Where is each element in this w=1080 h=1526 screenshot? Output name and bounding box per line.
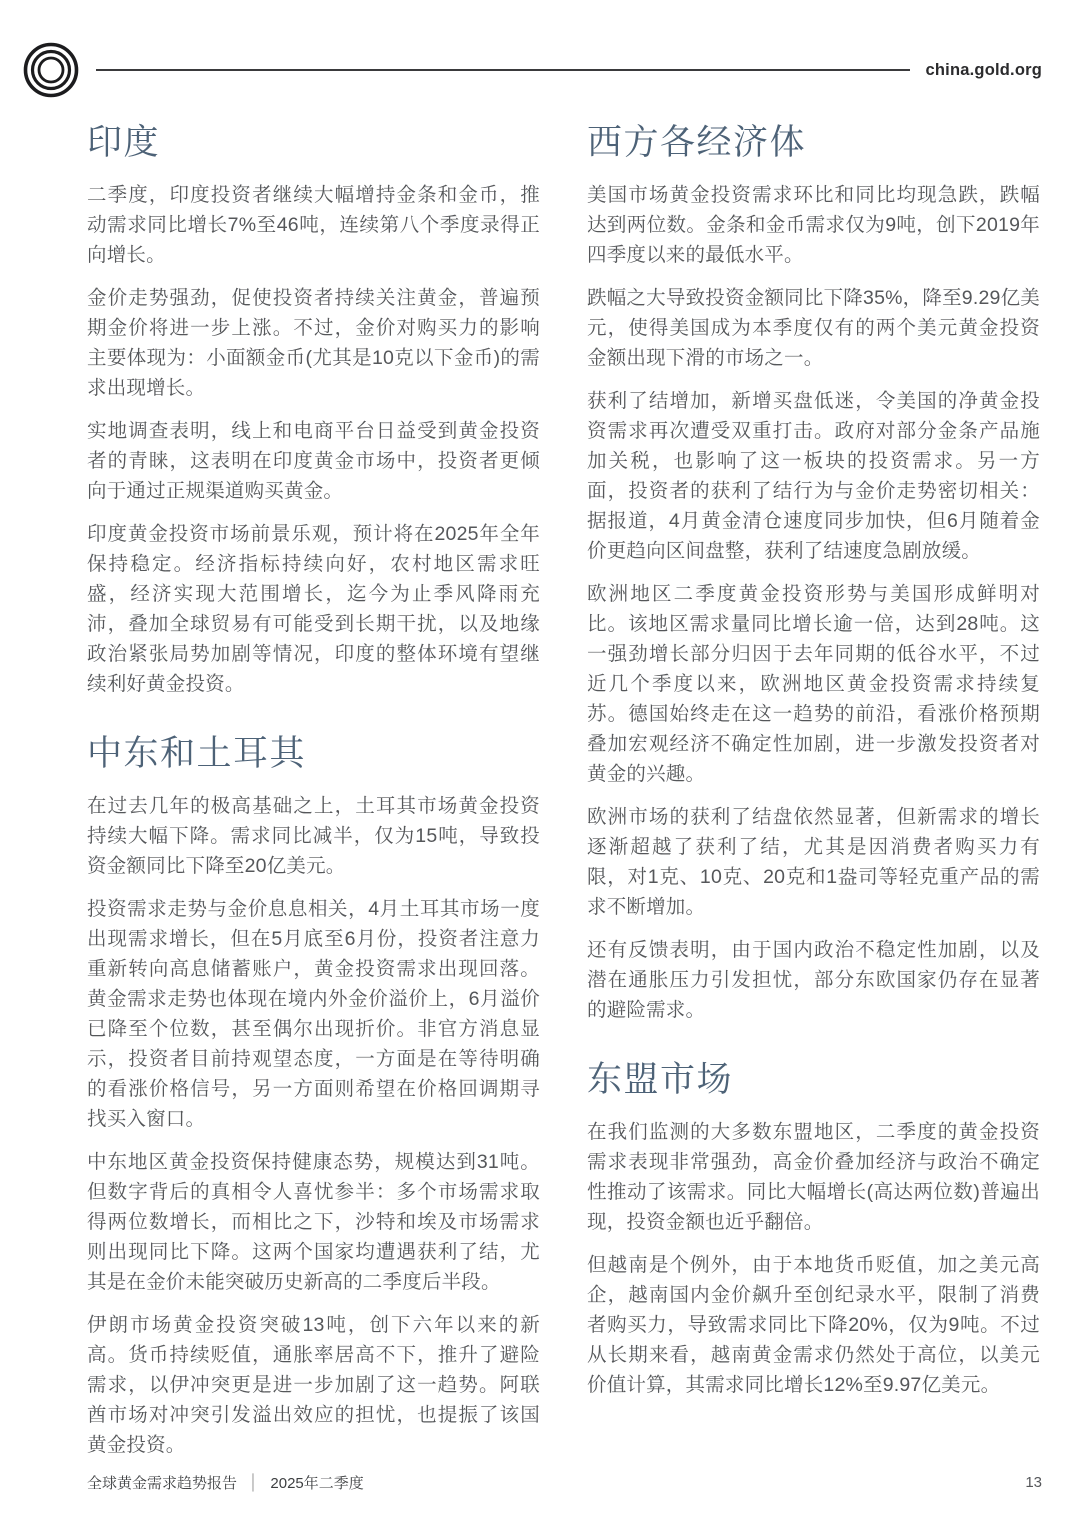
section-western-economies <box>587 122 1040 1025</box>
page-header <box>22 40 1042 100</box>
paragraph: 印度黄金投资市场前景乐观，预计将在2025年全年保持稳定。经济指标持续向好，农村地区需求旺盛，经济实现大范围增长，迄今为止季风降雨充沛，叠加全球贸易有可能受到长期干扰，以及地缘政治紧张局势加剧等情况，印度的整体环境有望继续利好黄金投资。 <box>87 523 540 695</box>
paragraph: 二季度，印度投资者继续大幅增持金条和金币，推动需求同比增长7%至46吨，连续第八个季度录得正向增长。 <box>87 184 540 266</box>
paragraph: 美国市场黄金投资需求环比和同比均现急跌，跌幅达到两位数。金条和金币需求仅为9吨，创下2019年四季度以来的最低水平。 <box>587 184 1040 266</box>
footer-separator: │ <box>249 1474 259 1491</box>
section-title-western-economies: 西方各经济体 <box>587 123 807 162</box>
header-divider <box>96 69 910 71</box>
column-left <box>87 122 540 1460</box>
footer-report-title: 全球黄金需求趋势报告 <box>87 1475 238 1492</box>
footer-period: 2025年二季度 <box>270 1475 364 1492</box>
paragraph: 金价走势强劲，促使投资者持续关注黄金，普遍预期金价将进一步上涨。不过，金价对购买力的影响主要体现为：小面额金币(尤其是10克以下金币)的需求出现增长。 <box>87 287 540 399</box>
page-content <box>87 122 1041 1460</box>
paragraph: 欧洲地区二季度黄金投资形势与美国形成鲜明对比。该地区需求量同比增长逾一倍，达到28吨。这一强劲增长部分归因于去年同期的低谷水平，不过近几个季度以来，欧洲地区黄金投资需求持续复苏。德国始终走在这一趋势的前沿，看涨价格预期叠加宏观经济不确定性加剧，进一步激发投资者对黄金的兴趣。 <box>587 583 1040 785</box>
section-asean-market <box>587 1059 1040 1400</box>
page-footer <box>87 1472 1042 1493</box>
paragraph: 在我们监测的大多数东盟地区，二季度的黄金投资需求表现非常强劲，高金价叠加经济与政治不确定性推动了该需求。同比大幅增长(高达两位数)普遍出现，投资金额也近乎翻倍。 <box>587 1121 1040 1233</box>
paragraph: 实地调查表明，线上和电商平台日益受到黄金投资者的青睐，这表明在印度黄金市场中，投资者更倾向于通过正规渠道购买黄金。 <box>87 420 540 502</box>
paragraph: 但越南是个例外，由于本地货币贬值，加之美元高企，越南国内金价飙升至创纪录水平，限制了消费者购买力，导致需求同比下降20%，仅为9吨。不过从长期来看，越南黄金需求仍然处于高位，以美元价值计算，其需求同比增长12%至9.97亿美元。 <box>587 1254 1040 1396</box>
section-middle-east-turkey <box>87 733 540 1460</box>
section-title-asean-market: 东盟市场 <box>587 1060 734 1099</box>
page-number: 13 <box>1025 1474 1042 1491</box>
paragraph: 获利了结增加，新增买盘低迷，令美国的净黄金投资需求再次遭受双重打击。政府对部分金条产品施加关税，也影响了这一板块的投资需求。另一方面，投资者的获利了结行为与金价走势密切相关：据报道，4月黄金清仓速度同步加快，但6月随着金价更趋向区间盘整，获利了结速度急剧放缓。 <box>587 390 1040 562</box>
paragraph: 跌幅之大导致投资金额同比下降35%，降至9.29亿美元，使得美国成为本季度仅有的两个美元黄金投资金额出现下滑的市场之一。 <box>587 287 1040 369</box>
site-url: china.gold.org <box>925 60 1042 79</box>
world-gold-council-rings-icon <box>22 41 80 99</box>
paragraph: 投资需求走势与金价息息相关，4月土耳其市场一度出现需求增长，但在5月底至6月份，投资者注意力重新转向高息储蓄账户，黄金投资需求出现回落。黄金需求走势也体现在境内外金价溢价上，6月溢价已降至个位数，甚至偶尔出现折价。非官方消息显示，投资者目前持观望态度，一方面是在等待明确的看涨价格信号，另一方面则希望在价格回调期寻找买入窗口。 <box>87 898 540 1130</box>
paragraph: 伊朗市场黄金投资突破13吨，创下六年以来的新高。货币持续贬值，通胀率居高不下，推升了避险需求，以伊冲突更是进一步加剧了这一趋势。阿联酋市场对冲突引发溢出效应的担忧，也提振了该国黄金投资。 <box>87 1314 540 1456</box>
paragraph: 还有反馈表明，由于国内政治不稳定性加剧，以及潜在通胀压力引发担忧，部分东欧国家仍存在显著的避险需求。 <box>587 939 1040 1021</box>
section-india <box>87 122 540 699</box>
paragraph: 欧洲市场的获利了结盘依然显著，但新需求的增长逐渐超越了获利了结，尤其是因消费者购买力有限，对1克、10克、20克和1盎司等轻克重产品的需求不断增加。 <box>587 806 1040 918</box>
section-title-middle-east-turkey: 中东和土耳其 <box>87 734 307 773</box>
column-right <box>587 122 1040 1460</box>
section-title-india: 印度 <box>87 123 161 162</box>
paragraph: 中东地区黄金投资保持健康态势，规模达到31吨。但数字背后的真相令人喜忧参半：多个市场需求取得两位数增长，而相比之下，沙特和埃及市场需求则出现同比下降。这两个国家均遭遇获利了结，尤其是在金价未能突破历史新高的二季度后半段。 <box>87 1151 540 1293</box>
paragraph: 在过去几年的极高基础之上，土耳其市场黄金投资持续大幅下降。需求同比减半，仅为15吨，导致投资金额同比下降至20亿美元。 <box>87 795 540 877</box>
